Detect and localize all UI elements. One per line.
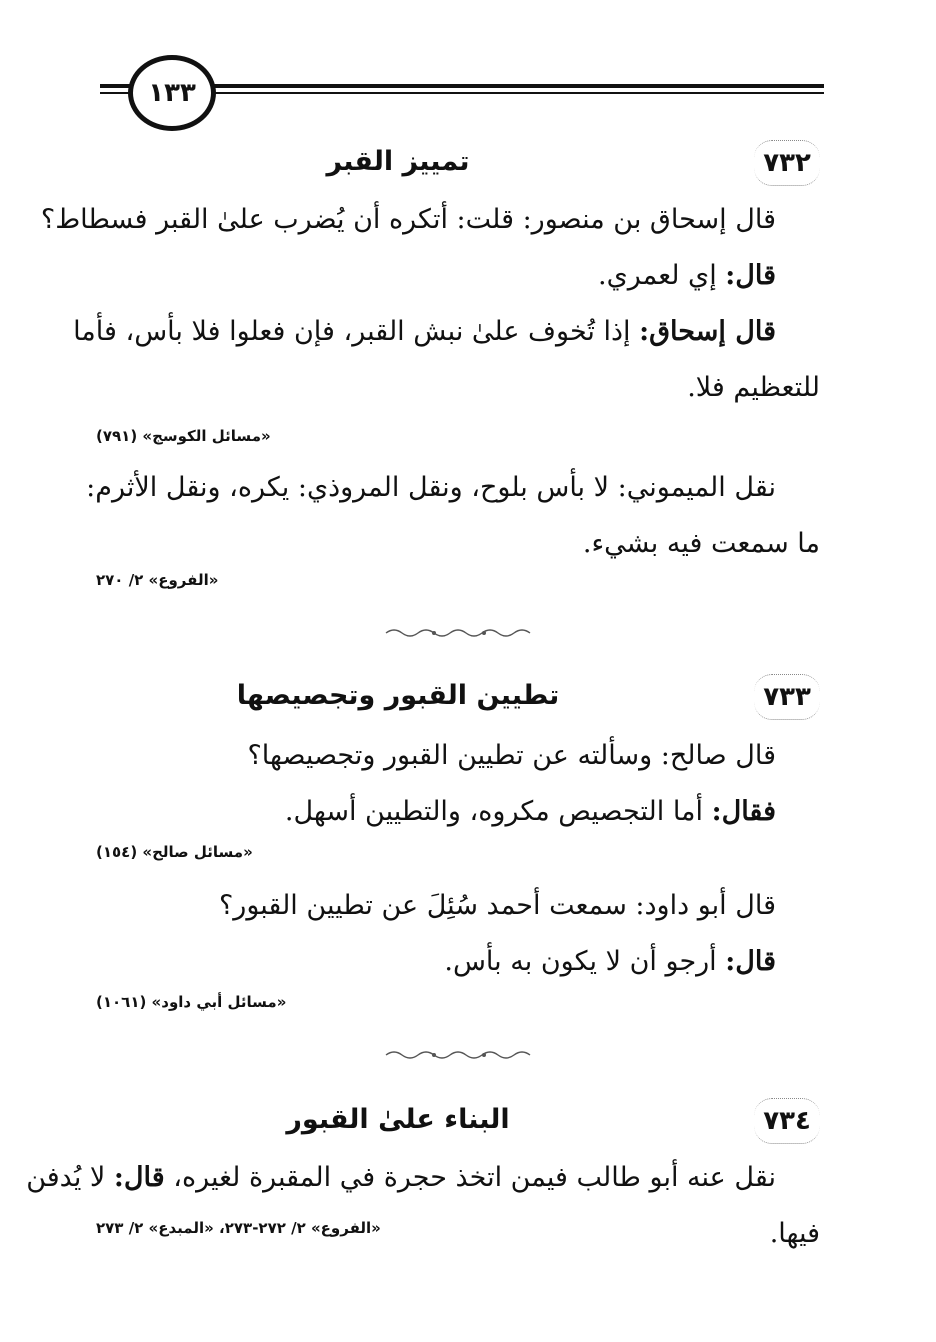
citation: «الفروع» ٢/ ٢٧٠ — [96, 571, 219, 589]
text-line: فقال: أما التجصيص مكروه، والتطيين أسهل. — [284, 796, 776, 827]
text-line: قال إسحاق: إذا تُخوف علىٰ نبش القبر، فإن فعلوا فلا بأس، فأما — [73, 316, 776, 347]
text-line: للتعظيم فلا. — [687, 372, 820, 403]
citation: «مسائل الكوسج» (٧٩١) — [96, 427, 271, 445]
citation: «الفروع» ٢/ ٢٧٢-٢٧٣، «المبدع» ٢/ ٢٧٣ — [96, 1219, 381, 1237]
section-heading — [96, 140, 820, 188]
text-line: قال: أرجو أن لا يكون به بأس. — [444, 946, 776, 977]
citation: «مسائل أبي داود» (١٠٦١) — [96, 993, 287, 1011]
section-heading — [96, 1098, 820, 1146]
citation: «مسائل صالح» (١٥٤) — [96, 843, 253, 861]
section-heading — [96, 674, 820, 722]
section-body — [96, 728, 820, 840]
ornament-divider — [384, 1048, 534, 1062]
section-body — [26, 1150, 820, 1262]
section-number: ٧٣٤ — [754, 1098, 820, 1144]
section-number: ٧٣٣ — [754, 674, 820, 720]
text-line: قال صالح: وسألته عن تطيين القبور وتجصيصها؟ — [247, 740, 776, 771]
text-line: نقل الميموني: لا بأس بلوح، ونقل المروذي: يكره، ونقل الأثرم: — [86, 472, 776, 503]
section-number: ٧٣٢ — [754, 140, 820, 186]
section-title: البناء علىٰ القبور — [286, 1104, 510, 1135]
text-line: قال: إي لعمري. — [598, 260, 776, 291]
text-line: قال إسحاق بن منصور: قلت: أتكره أن يُضرب علىٰ القبر فسطاط؟ — [40, 204, 776, 235]
ornament-divider — [384, 626, 534, 640]
section-body — [86, 460, 820, 572]
text-line: ما سمعت فيه بشيء. — [582, 528, 820, 559]
section-body — [40, 192, 820, 416]
text-line: نقل عنه أبو طالب فيمن اتخذ حجرة في المقبرة لغيره، قال: لا يُدفن — [26, 1162, 776, 1193]
text-line: فيها. — [769, 1218, 820, 1249]
page-number: ١٣٣ — [128, 55, 216, 131]
section-title: تطيين القبور وتجصيصها — [236, 680, 560, 711]
text-line: قال أبو داود: سمعت أحمد سُئِلَ عن تطيين القبور؟ — [218, 890, 776, 921]
section-title: تمييز القبر — [326, 146, 470, 177]
section-body — [96, 878, 820, 990]
